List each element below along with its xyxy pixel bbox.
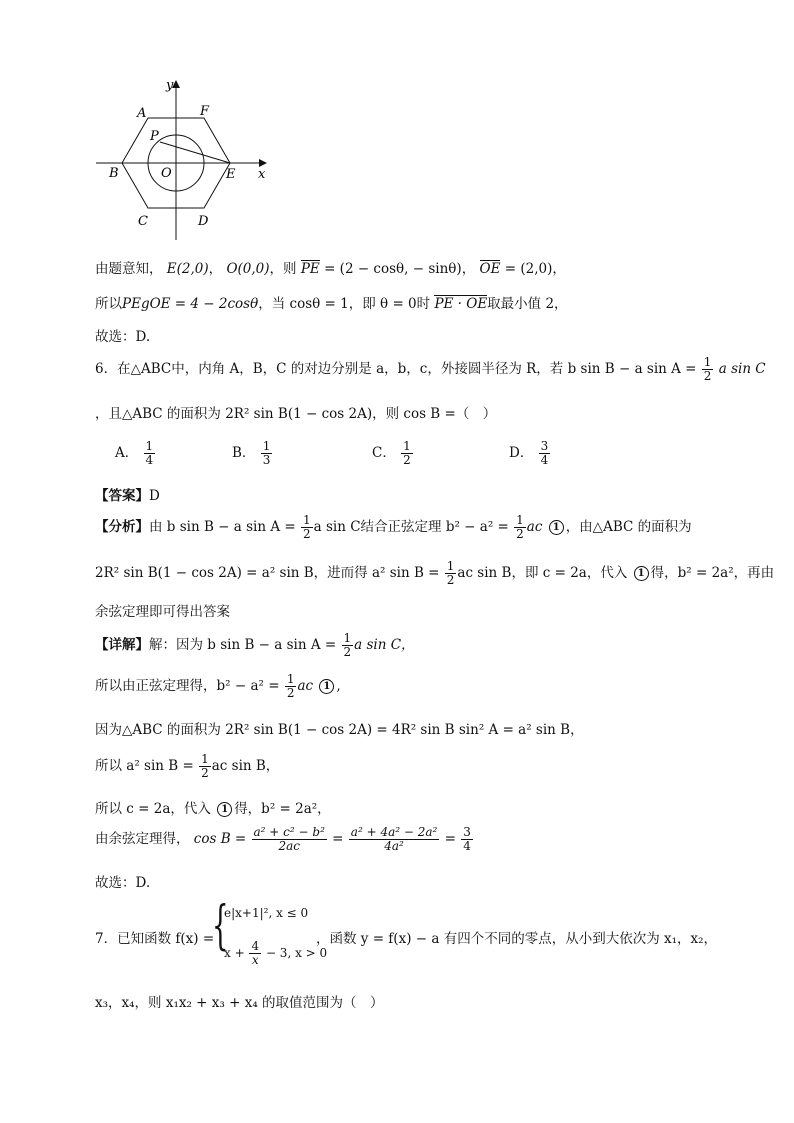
analysis-line-3: 余弦定理即可得出答案: [95, 604, 230, 620]
detail-tag: 【详解】: [95, 637, 149, 653]
fraction: [285, 673, 297, 700]
vector-oe: OE: [479, 261, 501, 277]
text: ，则: [269, 261, 297, 277]
label-f: F: [200, 104, 210, 119]
text: 解：因为 b sin B − a sin A =: [149, 637, 337, 653]
vector-oe-value: = (2,0): [504, 261, 553, 277]
option-letter: C．: [372, 445, 396, 461]
fraction: [349, 826, 440, 853]
fraction: [252, 826, 327, 853]
text: ，当 cosθ = 1，即 θ = 0时: [258, 296, 431, 312]
q7-stem-prefix: 7．已知函数 f(x) =: [95, 931, 215, 947]
denominator: 4: [145, 453, 154, 467]
option-value: [401, 440, 413, 467]
q6-stem-line-1: [95, 356, 766, 383]
label-p: P: [150, 129, 159, 144]
label-o: O: [161, 166, 172, 181]
denominator: 2: [303, 527, 311, 541]
text: ac sin B，即 c = 2a，代入: [457, 565, 628, 581]
option-letter: A．: [115, 445, 139, 461]
numerator: 1: [145, 439, 154, 453]
option-letter: B．: [232, 445, 256, 461]
numerator: 3: [463, 825, 471, 839]
denominator: 2: [201, 766, 209, 780]
numerator: 1: [446, 559, 455, 573]
fraction: [514, 514, 526, 541]
numerator: 1: [303, 513, 311, 527]
q5-line-1: 由题意知， E(2,0)， O(0,0)，则 PE = (2 − cosθ, − sinθ)， OE = (2,0)，: [95, 261, 566, 277]
text: a sin C，: [354, 637, 415, 653]
text: ，由△ABC 的面积为: [565, 519, 692, 535]
option-c[interactable]: [372, 440, 414, 467]
q7-stem-line-2: x₃，x₄，则 x₁x₂ + x₃ + x₄ 的取值范围为（ ）: [95, 995, 384, 1011]
q5-answer-line: 故选：D.: [95, 329, 151, 345]
option-value: [144, 440, 156, 467]
fraction: [702, 356, 714, 383]
numerator: 3: [540, 439, 549, 453]
detail-line-7: 故选：D.: [95, 875, 151, 891]
text: 所以由正弦定理得，b² − a² =: [95, 678, 280, 694]
denominator: 4: [463, 839, 471, 853]
text: − 3, x > 0: [265, 946, 328, 960]
text: 由题意知，: [95, 261, 163, 277]
option-letter: D．: [509, 445, 534, 461]
denominator: 3: [262, 453, 271, 467]
denominator: 2: [286, 686, 295, 700]
numerator: 1: [516, 513, 524, 527]
option-a[interactable]: [115, 440, 156, 467]
text: 得，b² = 2a²，: [234, 801, 331, 817]
text: 由 b sin B − a sin A =: [149, 519, 296, 535]
circled-one-icon: 1: [217, 802, 232, 817]
option-d[interactable]: [509, 440, 551, 467]
detail-line-5: [95, 797, 331, 817]
numerator: 1: [343, 631, 352, 645]
fraction: [342, 632, 354, 659]
q7-stem-mid: ，函数 y = f(x) − a 有四个不同的零点，从小到大依次为 x₁，x₂，: [316, 931, 718, 947]
text: 由余弦定理得，: [95, 831, 190, 847]
label-x: x: [258, 167, 266, 182]
vector-pe-value: = (2 − cosθ, − sinθ): [324, 261, 462, 277]
label-a: A: [137, 106, 147, 121]
denominator: 2ac: [278, 839, 300, 853]
detail-line-3: 因为△ABC 的面积为 2R² sin B(1 − cos 2A) = 4R² sin B sin² A = a² sin B，: [95, 722, 584, 738]
label-e: E: [226, 167, 236, 182]
text: ac: [526, 519, 543, 535]
numerator: 1: [286, 672, 295, 686]
piecewise-brace: {: [212, 896, 229, 956]
circled-one-icon: 1: [634, 566, 649, 581]
analysis-line-2: [95, 560, 774, 587]
numerator: a² + 4a² − 2a²: [350, 825, 438, 839]
denominator: x: [251, 953, 259, 967]
denominator: 2: [703, 369, 712, 383]
text: 所以 c = 2a，代入: [95, 801, 211, 817]
dot-product-vectors: PE · OE: [434, 296, 488, 312]
detail-line-6: 由余弦定理得， cos B = $\frac{\text{a² + c² − b²}}{2ac}$ = $\frac{\text{a² + 4a² − 2a²}}{\text{4a²}}$ = $\frac{3}{4}$: [95, 825, 471, 853]
circled-one-icon: 1: [319, 679, 334, 694]
fraction: [445, 560, 457, 587]
text: 取最小值 2，: [487, 296, 568, 312]
text: cos B =: [193, 831, 247, 847]
q6-stem-tail: a sin C: [718, 361, 766, 377]
text: 2R² sin B(1 − cos 2A) = a² sin B，进而得 a² sin B =: [95, 565, 440, 581]
text: ac: [297, 678, 314, 694]
q6-stem-text: 6．在△ABC中，内角 A，B，C 的对边分别是 a，b，c，外接圆半径为 R，若 b sin B − a sin A =: [95, 361, 697, 377]
answer-tag: 【答案】: [95, 488, 149, 504]
label-y: y: [166, 78, 174, 93]
fraction: [461, 826, 473, 853]
point-e: E(2,0): [166, 261, 209, 277]
answer-value: D: [149, 488, 160, 504]
denominator: 2: [516, 527, 524, 541]
denominator: 2: [403, 453, 411, 467]
label-d: D: [198, 214, 209, 229]
numerator: 1: [703, 355, 712, 369]
text: 得，b² = 2a²，再由: [650, 565, 775, 581]
analysis-line-1: [95, 514, 692, 541]
fraction: [199, 753, 211, 780]
numerator: 1: [262, 439, 271, 453]
detail-line-4: [95, 753, 279, 780]
text: x +: [224, 946, 245, 960]
analysis-tag: 【分析】: [95, 519, 149, 535]
option-b[interactable]: [232, 440, 273, 467]
circled-one-icon: 1: [549, 520, 564, 535]
option-value: [539, 440, 551, 467]
text: a sin C结合正弦定理 b² − a² =: [313, 519, 509, 535]
numerator: 1: [403, 439, 411, 453]
fraction: [301, 514, 313, 541]
text: ,: [336, 678, 341, 694]
q7-case-1: e|x+1|², x ≤ 0: [224, 906, 309, 920]
detail-line-2: [95, 673, 341, 700]
text: 所以: [95, 296, 122, 312]
numerator: a² + c² − b²: [253, 825, 325, 839]
label-c: C: [138, 214, 148, 229]
denominator: 4: [540, 453, 549, 467]
q7-case-2: [224, 940, 327, 967]
vector-pe: PE: [300, 261, 320, 277]
denominator: 2: [446, 573, 455, 587]
q5-line-2: [95, 292, 568, 312]
option-value: [261, 440, 273, 467]
text: ac sin B，: [211, 758, 280, 774]
denominator: 4a²: [384, 839, 404, 853]
q6-stem-line-2: ，且△ABC 的面积为 2R² sin B(1 − cos 2A)，则 cos B =（ ）: [95, 406, 497, 422]
numerator: 1: [201, 752, 209, 766]
hexagon-figure: [90, 75, 280, 245]
denominator: 2: [343, 645, 352, 659]
label-b: B: [109, 166, 119, 181]
detail-line-1: [95, 632, 415, 659]
answer-line: [95, 484, 160, 504]
point-o: O(0,0): [226, 261, 270, 277]
fraction: [249, 940, 261, 967]
numerator: 4: [251, 939, 260, 953]
text: 所以 a² sin B =: [95, 758, 194, 774]
dot-product-expr: PEgOE = 4 − 2cosθ: [122, 296, 259, 312]
